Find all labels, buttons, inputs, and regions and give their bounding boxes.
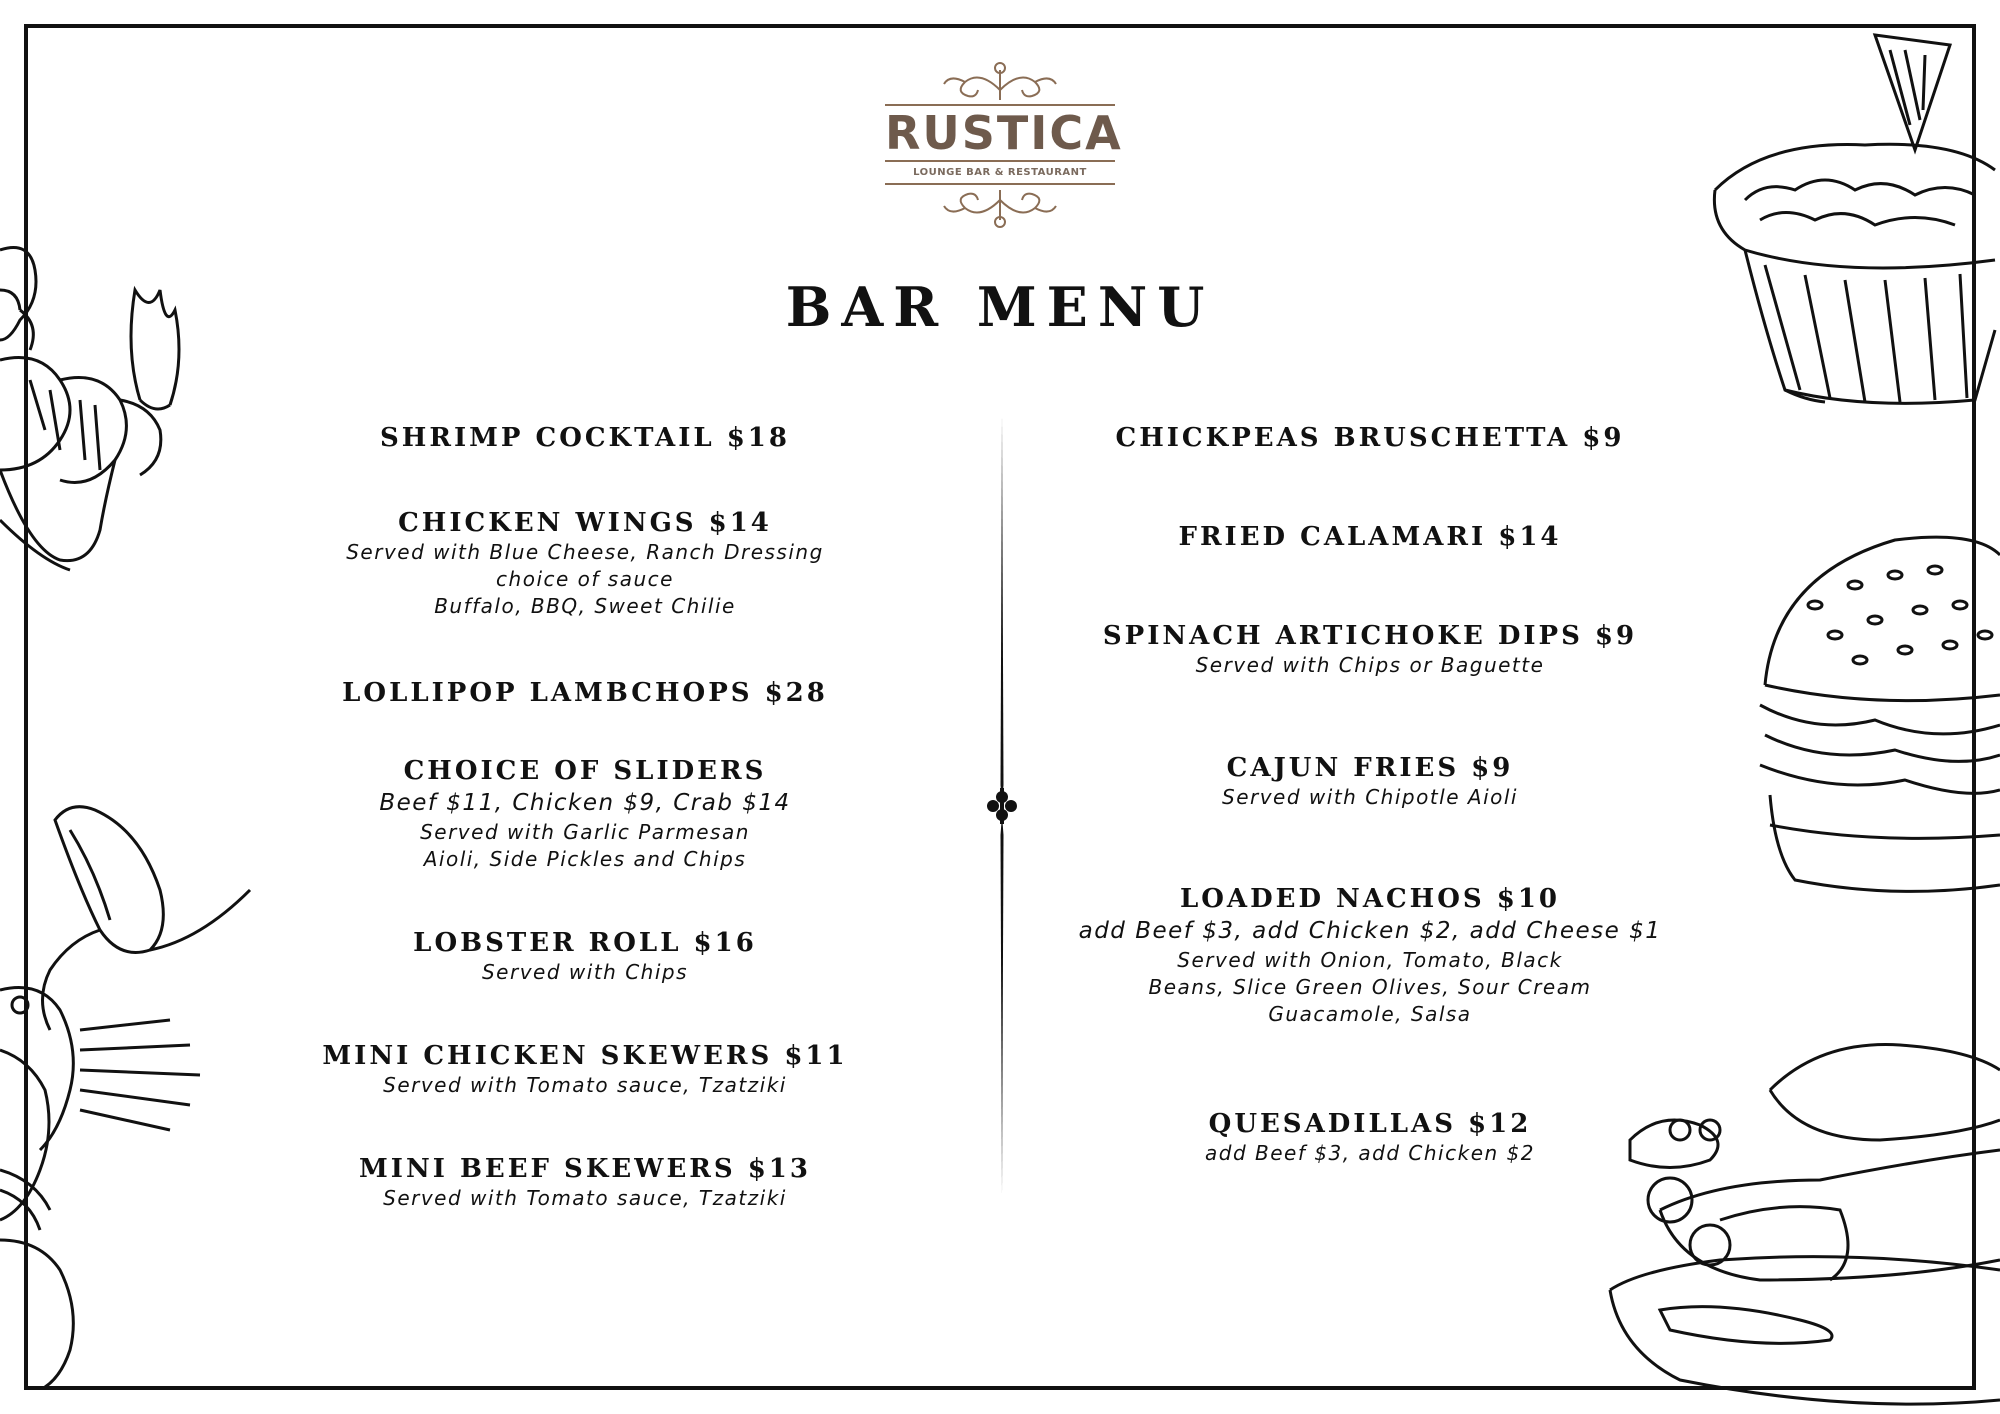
item-name: QUESADILLAS $12 <box>1208 1109 1532 1139</box>
item-name: SPINACH ARTICHOKE DIPS $9 <box>1102 621 1638 651</box>
logo-wordmark: RUSTICA <box>885 106 1123 160</box>
item-name: MINI CHICKEN SKEWERS $11 <box>322 1041 848 1071</box>
menu-item <box>300 1153 870 1212</box>
item-name: CHICKPEAS BRUSCHETTA $9 <box>1115 423 1625 453</box>
item-name: CHICKEN WINGS $14 <box>398 508 772 538</box>
item-description: Served with Chips <box>481 960 689 984</box>
menu-item <box>1060 521 1680 553</box>
item-name: MINI BEEF SKEWERS $13 <box>359 1154 811 1184</box>
logo-top-ornament-icon <box>940 60 1060 104</box>
item-description: Served with Chipotle Aioli <box>1222 785 1518 809</box>
item-description: add Beef $3, add Chicken $2 <box>1205 1141 1535 1165</box>
logo-bottom-ornament-icon <box>940 186 1060 230</box>
bread-board-illustration <box>1600 1030 2000 1414</box>
menu-item <box>1060 883 1680 1028</box>
restaurant-logo <box>885 60 1123 230</box>
item-description: Served with Tomato sauce, Tzatziki <box>383 1186 787 1210</box>
lobster-illustration <box>0 790 270 1390</box>
item-description: Served with Onion, Tomato, Black Beans, Slice Green Olives, Sour Cream Guacamole, Salsa <box>1148 948 1592 1026</box>
logo-tagline: LOUNGE BAR & RESTAURANT <box>913 167 1087 178</box>
menu-item <box>1060 1108 1680 1167</box>
menu-item <box>1060 752 1680 811</box>
item-name: LOADED NACHOS $10 <box>1179 884 1560 914</box>
menu-title: BAR MENU <box>785 275 1215 339</box>
clover-ornament-icon <box>984 788 1020 824</box>
menu-item <box>1060 422 1680 454</box>
menu-item <box>300 927 870 986</box>
item-description: Served with Tomato sauce, Tzatziki <box>383 1073 787 1097</box>
item-name: LOLLIPOP LAMBCHOPS $28 <box>342 678 828 708</box>
menu-item <box>300 507 870 620</box>
menu-item <box>300 677 870 709</box>
menu-item <box>300 1040 870 1099</box>
item-name: FRIED CALAMARI $14 <box>1178 522 1562 552</box>
menu-item <box>1060 620 1680 679</box>
item-description: Served with Blue Cheese, Ranch Dressing choice of sauce Buffalo, BBQ, Sweet Chilie <box>346 540 824 618</box>
guacamole-bowl-illustration <box>1705 30 2000 420</box>
item-options: Beef $11, Chicken $9, Crab $14 <box>379 790 791 816</box>
menu-item <box>300 422 870 454</box>
menu-item <box>300 755 870 873</box>
item-name: CHOICE OF SLIDERS <box>403 756 767 786</box>
item-name: LOBSTER ROLL $16 <box>413 928 757 958</box>
burger-illustration <box>1755 535 2000 905</box>
item-name: CAJUN FRIES $9 <box>1226 753 1514 783</box>
item-options: add Beef $3, add Chicken $2, add Cheese $1 <box>1078 918 1662 944</box>
item-description: Served with Garlic Parmesan Aioli, Side Pickles and Chips <box>420 820 750 871</box>
item-description: Served with Chips or Baguette <box>1195 653 1545 677</box>
item-name: SHRIMP COCKTAIL $18 <box>380 423 790 453</box>
